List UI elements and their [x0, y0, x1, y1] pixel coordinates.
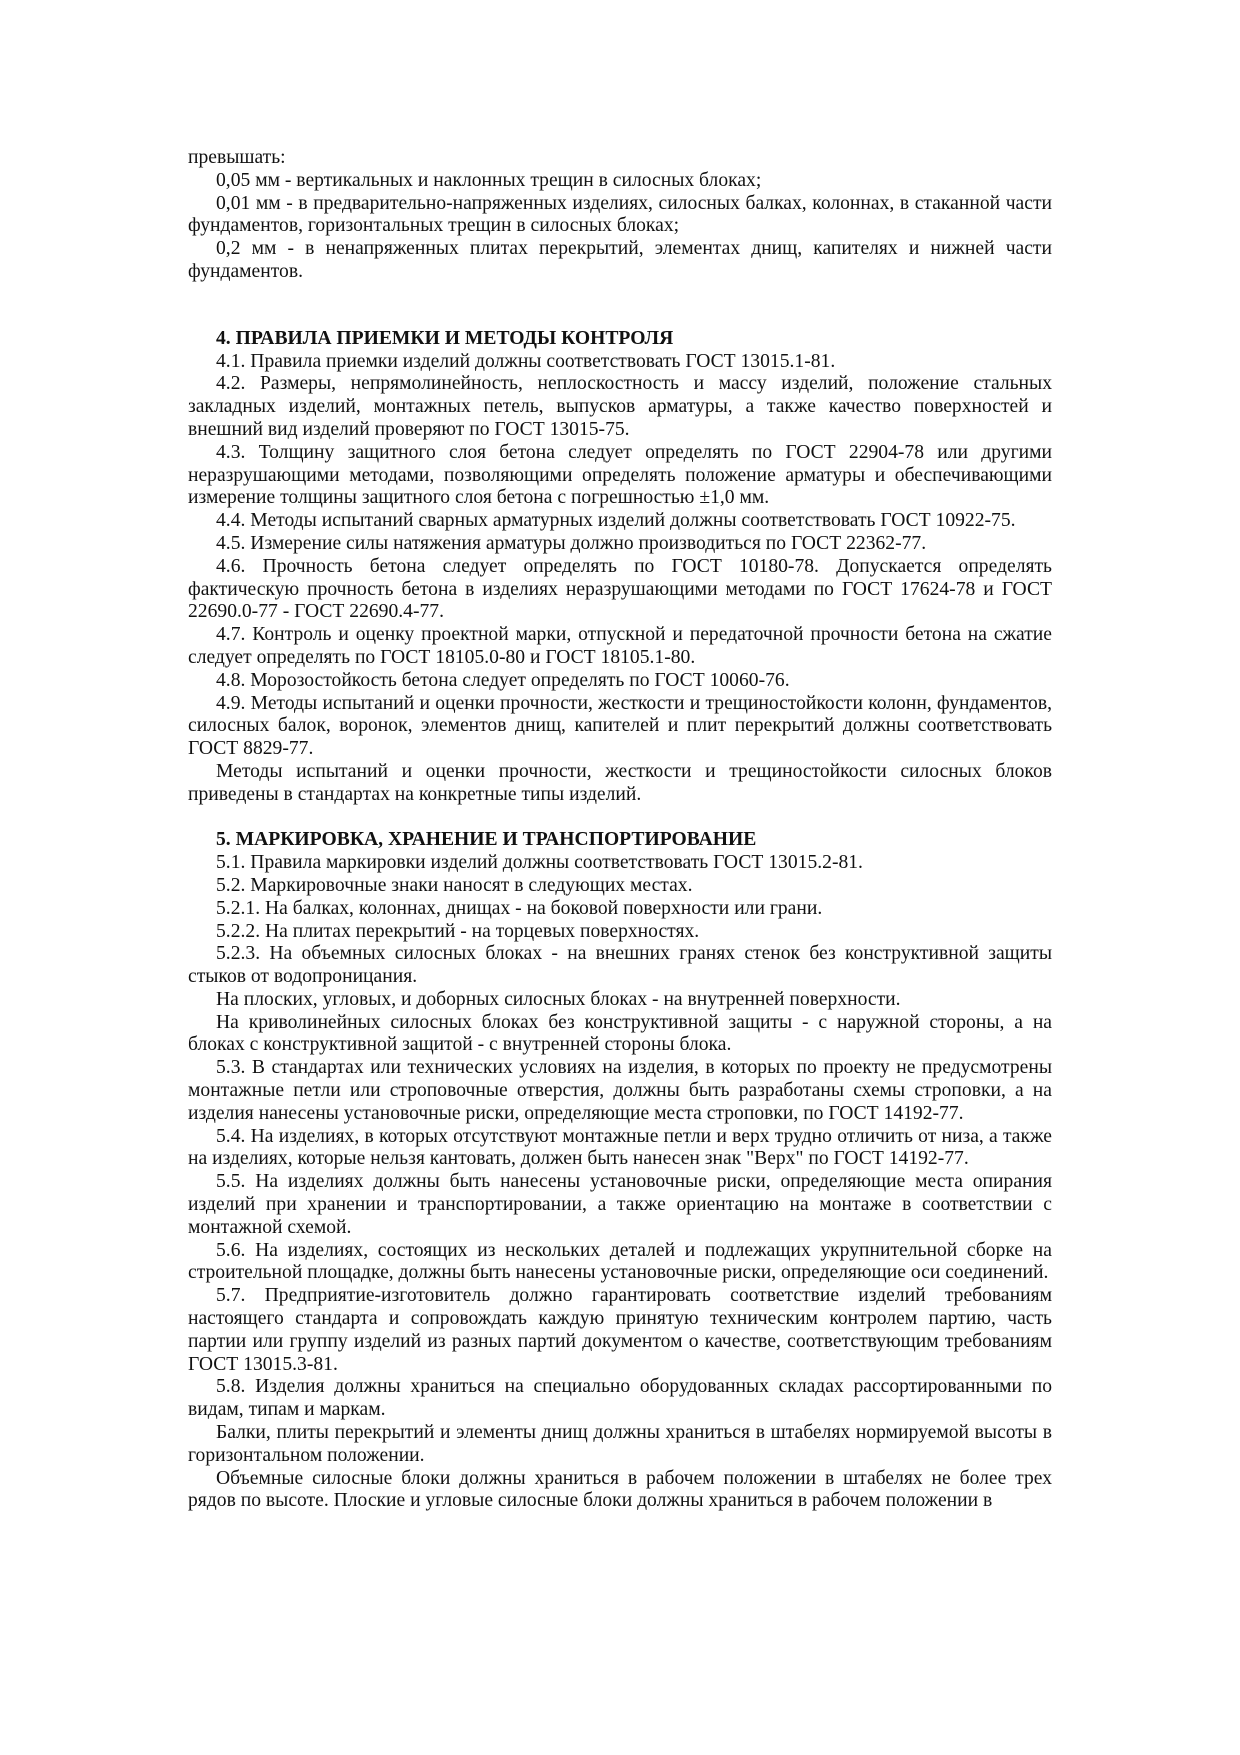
paragraph: На криволинейных силосных блоках без конструктивной защиты - с наружной стороны, а на блоках с конструктивной защитой - с внутренней стороны блока. [188, 1011, 1052, 1056]
paragraph: 5.2.1. На балках, колоннах, днищах - на боковой поверхности или грани. [216, 897, 823, 919]
paragraph: 5.3. В стандартах или технических условиях на изделия, в которых по проекту не предусмотрены монтажные петли или строповочные отверстия, должны быть разработаны схемы строповки, а на изделия нанесены установочные риски, определяющие места строповки, по ГОСТ 14192-77. [188, 1057, 1052, 1124]
paragraph: 5.2. Маркировочные знаки наносят в следующих местах. [216, 874, 693, 896]
paragraph: 5.2.2. На плитах перекрытий - на торцевых поверхностях. [216, 920, 700, 942]
paragraph: 5.8. Изделия должны храниться на специально оборудованных складах рассортированными по видам, типам и маркам. [188, 1376, 1052, 1421]
paragraph: 4.9. Методы испытаний и оценки прочности, жесткости и трещиностойкости колонн, фундаментов, силосных балок, воронок, элементов днищ, капителей и плит перекрытий должны соответствовать ГОСТ 8829-77. [188, 692, 1052, 760]
paragraph: 4.3. Толщину защитного слоя бетона следует определять по ГОСТ 22904-78 или другими неразрушающими методами, позволяющими определять положение арматуры и обеспечивающими измерение толщины защитного слоя бетона с погрешностью ±1,0 мм. [188, 441, 1052, 509]
document-page [188, 147, 1052, 1513]
paragraph: 5.2.3. На объемных силосных блоках - на внешних гранях стенок без конструктивной защиты стыков от водопроницания. [188, 943, 1052, 988]
paragraph: 0,2 мм - в ненапряженных плитах перекрытий, элементах днищ, капителях и нижней части фундаментов. [188, 238, 1052, 282]
paragraph: 5.7. Предприятие-изготовитель должно гарантировать соответствие изделий требованиям настоящего стандарта и сопровождать каждую принятую техническим контролем партию, часть партии или группу изделий из разных партий документом о качестве, соответствующим требованиям ГОСТ 13015.3-81. [188, 1285, 1052, 1375]
paragraph: 0,05 мм - вертикальных и наклонных трещин в силосных блоках; [216, 169, 762, 191]
paragraph: 0,01 мм - в предварительно-напряженных изделиях, силосных балках, колоннах, в стаканной части фундаментов, горизонтальных трещин в силосных блоках; [188, 192, 1052, 237]
paragraph: 4.7. Контроль и оценку проектной марки, отпускной и передаточной прочности бетона на сжатие следует определять по ГОСТ 18105.0-80 и ГОСТ 18105.1-80. [188, 624, 1052, 668]
paragraph: Объемные силосные блоки должны храниться в рабочем положении в штабелях не более трех рядов по высоте. Плоские и угловые силосные блоки должны храниться в рабочем положении в [188, 1467, 1052, 1512]
paragraph: превышать: [188, 147, 286, 168]
paragraph: 5.1. Правила маркировки изделий должны соответствовать ГОСТ 13015.2-81. [216, 852, 863, 874]
section-heading: 5. МАРКИРОВКА, ХРАНЕНИЕ И ТРАНСПОРТИРОВАНИЕ [216, 829, 757, 851]
paragraph: 4.8. Морозостойкость бетона следует определять по ГОСТ 10060-76. [216, 669, 790, 691]
paragraph: 5.4. На изделиях, в которых отсутствуют монтажные петли и верх трудно отличить от низа, а также на изделиях, которые нельзя кантовать, должен быть нанесен знак "Верх" по ГОСТ 14192-77. [188, 1125, 1052, 1170]
paragraph: 4.6. Прочность бетона следует определять по ГОСТ 10180-78. Допускается определять фактическую прочность бетона в изделиях неразрушающими методами по ГОСТ 17624-78 и ГОСТ 22690.0-77 - ГОСТ 22690.4-77. [188, 555, 1052, 623]
paragraph: 5.5. На изделиях должны быть нанесены установочные риски, определяющие места опирания изделий при хранении и транспортировании, а также ориентацию на монтаже в соответствии с монтажной схемой. [188, 1171, 1052, 1238]
paragraph: 4.1. Правила приемки изделий должны соответствовать ГОСТ 13015.1-81. [216, 350, 836, 372]
section-heading: 4. ПРАВИЛА ПРИЕМКИ И МЕТОДЫ КОНТРОЛЯ [216, 327, 674, 349]
paragraph: Балки, плиты перекрытий и элементы днищ должны храниться в штабелях нормируемой высоты в горизонтальном положении. [188, 1422, 1052, 1466]
paragraph: 4.4. Методы испытаний сварных арматурных изделий должны соответствовать ГОСТ 10922-75. [216, 510, 1016, 532]
paragraph: 4.5. Измерение силы натяжения арматуры должно производиться по ГОСТ 22362-77. [216, 532, 927, 554]
paragraph: Методы испытаний и оценки прочности, жесткости и трещиностойкости силосных блоков приведены в стандартах на конкретные типы изделий. [188, 760, 1052, 805]
paragraph: 4.2. Размеры, непрямолинейность, неплоскостность и массу изделий, положение стальных закладных изделий, монтажных петель, выпусков арматуры, а также качество поверхностей и внешний вид изделий проверяют по ГОСТ 13015-75. [188, 373, 1052, 440]
paragraph: 5.6. На изделиях, состоящих из нескольких деталей и подлежащих укрупнительной сборке на строительной площадке, должны быть нанесены установочные риски, определяющие оси соединений. [188, 1239, 1052, 1284]
paragraph: На плоских, угловых, и доборных силосных блоках - на внутренней поверхности. [216, 988, 901, 1010]
